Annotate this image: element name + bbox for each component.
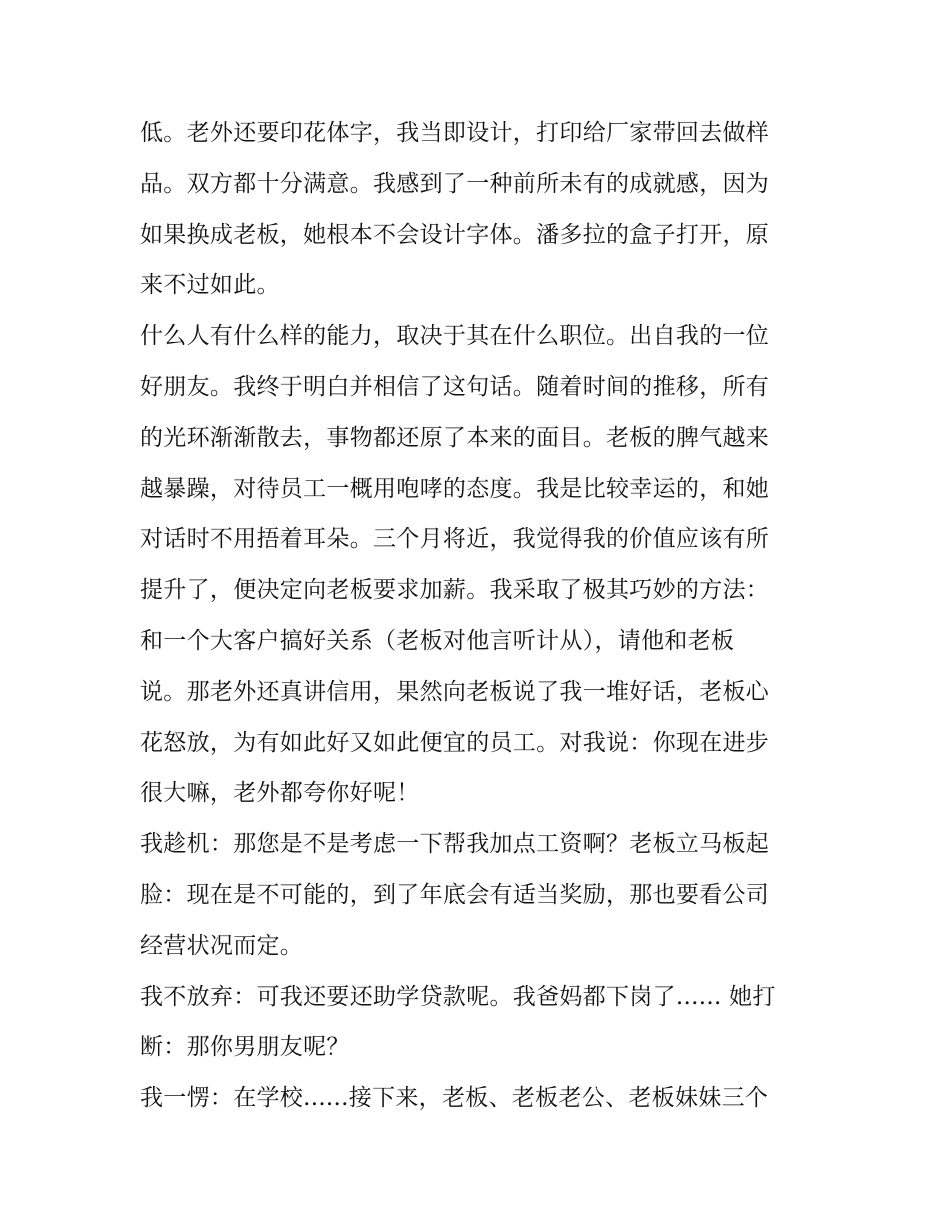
text-line: 好朋友。我终于明白并相信了这句话。随着时间的推移，所有 — [140, 373, 770, 400]
text-line: 提升了，便决定向老板要求加薪。我采取了极其巧妙的方法： — [140, 577, 770, 604]
text-line: 说。那老外还真讲信用，果然向老板说了我一堆好话，老板心 — [140, 678, 770, 705]
text-line: 断：那你男朋友呢？ — [140, 1034, 350, 1061]
text-line: 很大嘛，老外都夸你好呢！ — [140, 780, 420, 807]
text-line: 越暴躁，对待员工一概用咆哮的态度。我是比较幸运的，和她 — [140, 475, 770, 502]
text-line: 来不过如此。 — [140, 272, 280, 299]
text-line: 我一愣：在学校......接下来，老板、老板老公、老板妹妹三个 — [140, 1085, 769, 1112]
text-line: 对话时不用捂着耳朵。三个月将近，我觉得我的价值应该有所 — [140, 526, 770, 553]
document-body — [140, 108, 820, 1124]
text-line: 的光环渐渐散去，事物都还原了本来的面目。老板的脾气越来 — [140, 424, 770, 451]
text-line: 低。老外还要印花体字，我当即设计，打印给厂家带回去做样 — [140, 120, 770, 146]
text-line: 我趁机：那您是不是考虑一下帮我加点工资啊？老板立马板起 — [140, 831, 770, 858]
text-line: 和一个大客户搞好关系（老板对他言听计从），请他和老板 — [140, 627, 735, 654]
text-line: 经营状况而定。 — [140, 932, 304, 959]
text-line: 花怒放，为有如此好又如此便宜的员工。对我说：你现在进步 — [140, 729, 770, 756]
text-line: 如果换成老板，她根本不会设计字体。潘多拉的盒子打开，原 — [140, 221, 770, 248]
text-line: 脸：现在是不可能的，到了年底会有适当奖励，那也要看公司 — [140, 881, 770, 908]
text-line: 品。双方都十分满意。我感到了一种前所未有的成就感，因为 — [140, 170, 770, 197]
text-line: 我不放弃：可我还要还助学贷款呢。我爸妈都下岗了...... 她打 — [140, 983, 776, 1010]
text-line: 什么人有什么样的能力，取决于其在什么职位。出自我的一位 — [140, 323, 770, 350]
